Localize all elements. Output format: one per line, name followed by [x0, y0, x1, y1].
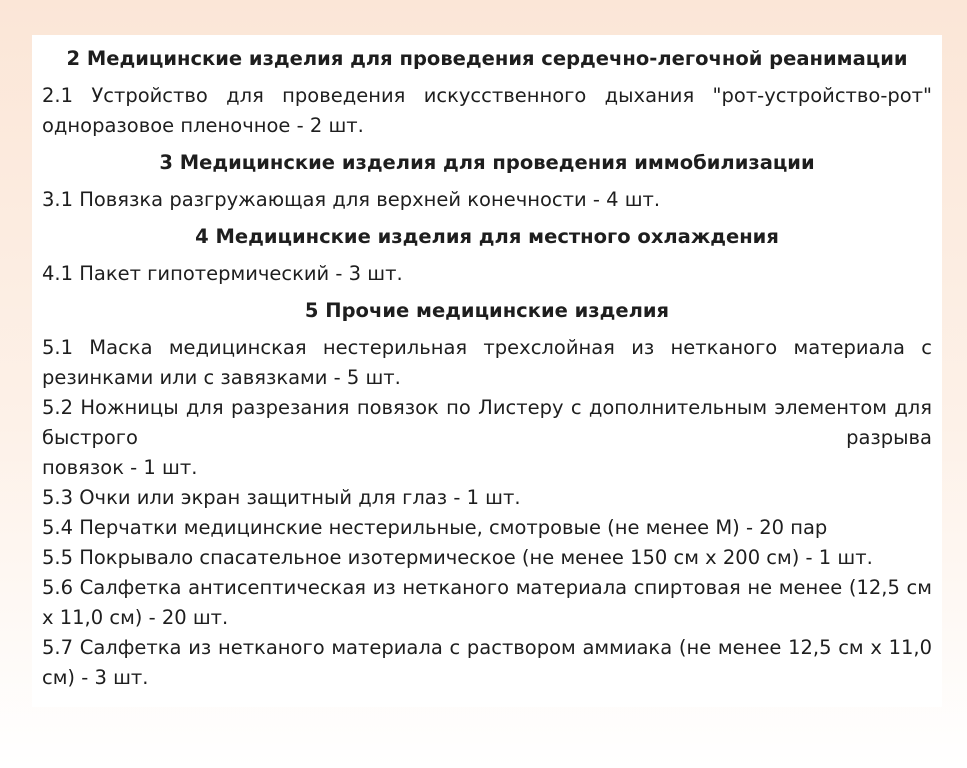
item-4-1: 4.1 Пакет гипотермический - 3 шт.	[42, 262, 403, 285]
item-5-2: 5.2 Ножницы для разрезания повязок по Листеру с дополнительным элементом для быстрого разрыва	[42, 396, 932, 449]
item-5-4: 5.4 Перчатки медицинские нестерильные, смотровые (не менее M) - 20 пар	[42, 516, 828, 539]
item-2-1: 2.1 Устройство для проведения искусственного дыхания "рот-устройство-рот" одноразовое пленочное - 2 шт.	[42, 84, 932, 137]
section-heading-2: 2 Медицинские изделия для проведения сердечно-легочной реанимации	[66, 47, 908, 70]
document-page	[32, 35, 942, 707]
item-5-3: 5.3 Очки или экран защитный для глаз - 1 шт.	[42, 486, 521, 509]
item-5-1: 5.1 Маска медицинская нестерильная трехслойная из нетканого материала с резинками или с завязками - 5 шт.	[42, 336, 932, 389]
item-3-1: 3.1 Повязка разгружающая для верхней конечности - 4 шт.	[42, 188, 661, 211]
item-5-6: 5.6 Салфетка антисептическая из нетканого материала спиртовая не менее (12,5 см х 11,0 см) - 20 шт.	[42, 576, 932, 629]
section-heading-3: 3 Медицинские изделия для проведения иммобилизации	[159, 151, 815, 174]
section-heading-4: 4 Медицинские изделия для местного охлаждения	[195, 225, 779, 248]
item-5-5: 5.5 Покрывало спасательное изотермическое (не менее 150 см х 200 см) - 1 шт.	[42, 546, 873, 569]
section-heading-5: 5 Прочие медицинские изделия	[304, 299, 670, 322]
item-5-7: 5.7 Салфетка из нетканого материала с раствором аммиака (не менее 12,5 см х 11,0 см) - 3 шт.	[42, 636, 932, 689]
item-5-2-continued: повязок - 1 шт.	[42, 456, 198, 479]
